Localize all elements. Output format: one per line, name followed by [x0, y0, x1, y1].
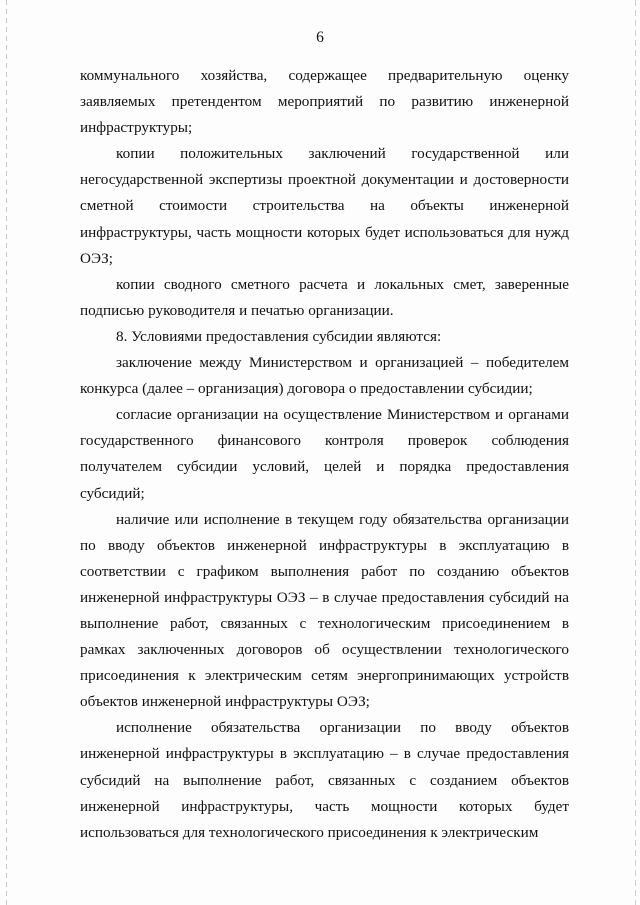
paragraph-obligation-presence: наличие или исполнение в текущем году обязательства организации по вводу объектов инженерной инфраструктуры в эксплуатацию в соответствии с графиком выполнения работ по созданию объектов инженерной инфраструктуры ОЭЗ – в случае предоставления субсидий на выполнение работ, связанных с технологическим присоединением в рамках заключенных договоров об осуществлении технологического присоединения к электрическим сетям энергопринимающих устройств объектов инженерной инфраструктуры ОЭЗ;: [80, 510, 569, 711]
paragraph-conditions-heading: 8. Условиями предоставления субсидии являются:: [116, 327, 442, 345]
scan-edge-right: [635, 0, 636, 905]
document-body: [80, 63, 569, 846]
scan-edge-left: [6, 0, 7, 905]
paragraph-obligation-fulfilment: исполнение обязательства организации по вводу объектов инженерной инфраструктуры в эксплуатацию – в случае предоставления субсидий на выполнение работ, связанных с созданием объектов инженерной инфраструктуры, часть мощности которых будет использоваться для технологического присоединения к электрическим: [80, 719, 569, 841]
paragraph-expertise-copies: копии положительных заключений государственной или негосударственной экспертизы проектной документации и достоверности сметной стоимости строительства на объекты инженерной инфраструктуры, часть мощности которых будет использоваться для нужд ОЭЗ;: [80, 145, 569, 267]
paragraph-consent: согласие организации на осуществление Министерством и органами государственного финансового контроля проверок соблюдения получателем субсидии условий, целей и порядка предоставления субсидий;: [80, 406, 569, 502]
page-number: 6: [316, 29, 324, 46]
paragraph-estimate-copies: копии сводного сметного расчета и локальных смет, заверенные подписью руководителя и печатью организации.: [80, 275, 569, 319]
paragraph-agreement: заключение между Министерством и организацией – победителем конкурса (далее – организация) договора о предоставлении субсидии;: [80, 354, 569, 398]
paragraph-continuation: коммунального хозяйства, содержащее предварительную оценку заявляемых претендентом мероприятий по развитию инженерной инфраструктуры;: [80, 67, 569, 137]
